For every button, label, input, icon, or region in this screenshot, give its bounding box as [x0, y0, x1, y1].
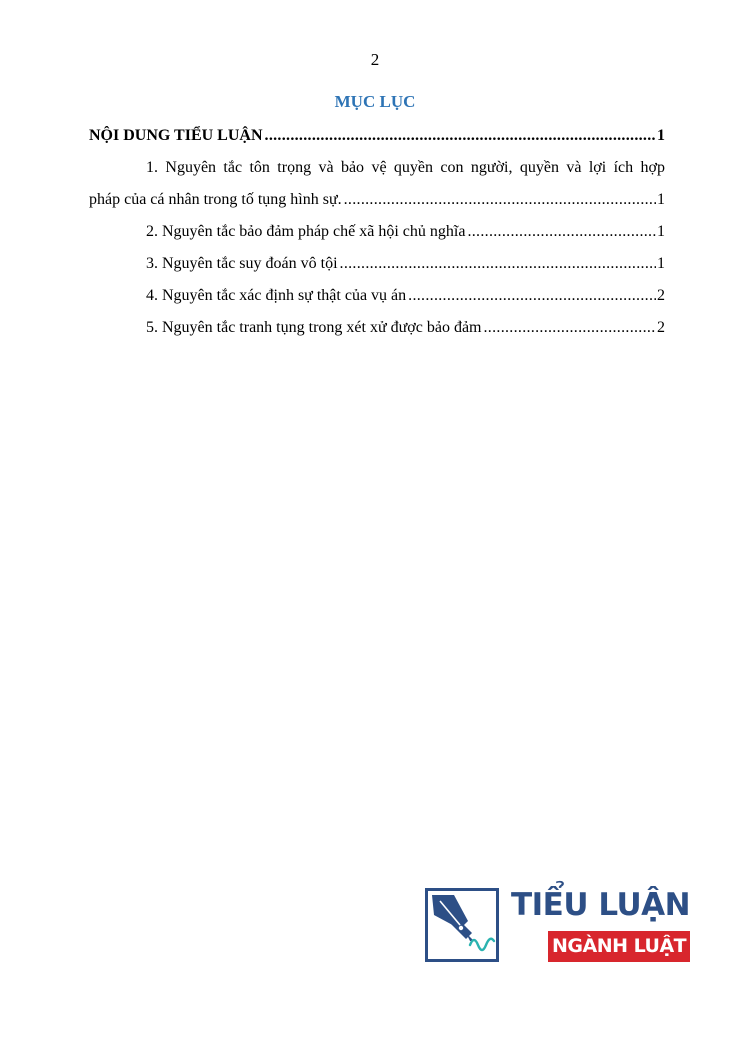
- brand-logo: [425, 885, 691, 967]
- toc-entry-3[interactable]: [89, 248, 665, 280]
- toc-leader-dots: [340, 248, 656, 280]
- toc-leader-dots: [344, 184, 656, 216]
- toc-heading: MỤC LỤC: [334, 92, 416, 111]
- toc-leader-dots: [484, 312, 657, 344]
- fountain-pen-icon: [428, 891, 496, 959]
- toc-leader-dots: [467, 216, 656, 248]
- table-of-contents: [89, 120, 665, 344]
- toc-entry-5[interactable]: [89, 312, 665, 344]
- toc-entry-page: 1: [657, 223, 665, 240]
- toc-entry-label: 2. Nguyên tắc bảo đảm pháp chế xã hội chủ nghĩa: [146, 223, 466, 240]
- toc-entry-1[interactable]: [89, 152, 665, 216]
- toc-entry-4[interactable]: [89, 280, 665, 312]
- toc-entry-page: 2: [657, 319, 665, 336]
- toc-entry-page: 1: [657, 191, 665, 208]
- toc-entry-label-cont: pháp của cá nhân trong tố tụng hình sự.: [89, 191, 342, 208]
- toc-entry-page: 1: [657, 255, 665, 272]
- toc-entry-page: 1: [657, 127, 665, 144]
- toc-entry-label: 1. Nguyên tắc tôn trọng và bảo vệ quyền con người, quyền và lợi ích hợp: [146, 159, 665, 176]
- toc-entry-main[interactable]: [89, 120, 665, 152]
- toc-entry-label: 3. Nguyên tắc suy đoán vô tội: [146, 255, 338, 272]
- logo-subtitle: NGÀNH LUẬT: [548, 931, 690, 962]
- page-number: 2: [370, 50, 380, 69]
- toc-entry-2[interactable]: [89, 216, 665, 248]
- toc-leader-dots: [265, 120, 656, 152]
- toc-entry-page: 2: [657, 287, 665, 304]
- toc-entry-label: 4. Nguyên tắc xác định sự thật của vụ án: [146, 287, 407, 304]
- logo-title: TIỂU LUẬN: [511, 887, 691, 923]
- toc-entry-label: NỘI DUNG TIỂU LUẬN: [89, 127, 263, 144]
- toc-entry-label: 5. Nguyên tắc tranh tụng trong xét xử được bảo đảm: [146, 319, 482, 336]
- logo-frame: [425, 888, 499, 962]
- toc-leader-dots: [408, 280, 656, 312]
